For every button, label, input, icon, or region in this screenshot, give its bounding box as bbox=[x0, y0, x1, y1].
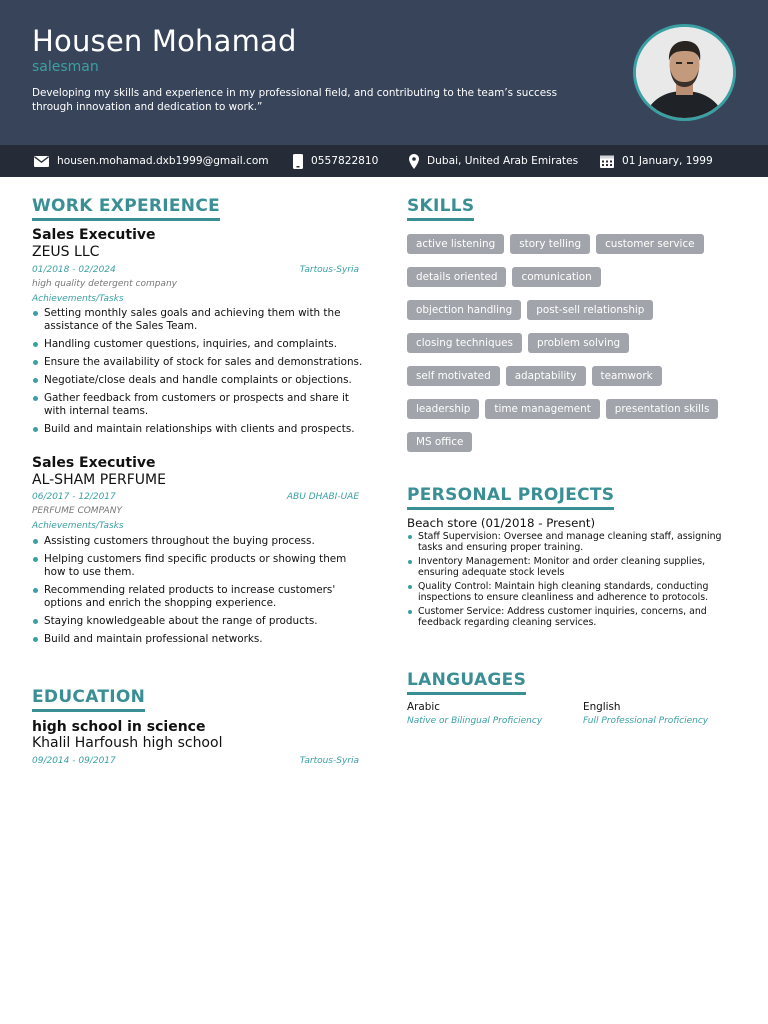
contact-location bbox=[409, 145, 578, 177]
job-1-company: ZEUS LLC bbox=[32, 244, 100, 260]
job-2-location: ABU DHABI-UAE bbox=[286, 492, 359, 502]
list-item: Quality Control: Maintain high cleaning standards, conducting inspections to ensure cleanliness and adherence to protocols. bbox=[407, 582, 737, 603]
languages-heading: LANGUAGES bbox=[407, 670, 526, 695]
phone-icon bbox=[293, 154, 303, 169]
profile-summary: Developing my skills and experience in my professional field, and contributing to the team’s success through innovation and dedication to work.” bbox=[32, 87, 557, 113]
list-item: Handling customer questions, inquiries, and complaints. bbox=[32, 338, 367, 351]
calendar-icon bbox=[600, 154, 614, 168]
job-1-location: Tartous-Syria bbox=[299, 265, 359, 275]
candidate-role: salesman bbox=[32, 59, 99, 75]
personal-projects-heading: PERSONAL PROJECTS bbox=[407, 485, 614, 510]
skill-tag: objection handling bbox=[407, 300, 521, 320]
list-item: Staying knowledgeable about the range of products. bbox=[32, 615, 367, 628]
skill-tag: post-sell relationship bbox=[527, 300, 653, 320]
education-dates: 09/2014 - 09/2017 bbox=[32, 756, 116, 766]
contact-email[interactable] bbox=[34, 145, 269, 177]
contact-phone[interactable] bbox=[293, 145, 378, 177]
list-item: Inventory Management: Monitor and order cleaning supplies, ensuring adequate stock levels bbox=[407, 557, 737, 578]
list-item: Setting monthly sales goals and achieving them with the assistance of the Sales Team. bbox=[32, 307, 367, 333]
skill-tag: details oriented bbox=[407, 267, 506, 287]
job-2-bullets bbox=[32, 535, 367, 651]
skills-list bbox=[407, 232, 737, 463]
language-2-level: Full Professional Proficiency bbox=[583, 716, 709, 726]
project-bullets bbox=[407, 532, 737, 632]
phone-text: 0557822810 bbox=[311, 155, 379, 167]
list-item: Assisting customers throughout the buying process. bbox=[32, 535, 367, 548]
skill-tag: MS office bbox=[407, 432, 472, 452]
project-title: Beach store (01/2018 - Present) bbox=[407, 516, 596, 530]
job-1-description: high quality detergent company bbox=[32, 279, 177, 289]
education-degree: high school in science bbox=[32, 719, 206, 735]
skill-tag: problem solving bbox=[528, 333, 629, 353]
person-avatar-icon bbox=[636, 27, 733, 118]
work-experience-heading: WORK EXPERIENCE bbox=[32, 196, 220, 221]
contact-bar bbox=[0, 145, 768, 177]
skill-tag: presentation skills bbox=[606, 399, 719, 419]
list-item: Build and maintain relationships with clients and prospects. bbox=[32, 423, 367, 436]
education-heading: EDUCATION bbox=[32, 687, 145, 712]
skill-tag: self motivated bbox=[407, 366, 500, 386]
job-2-title: Sales Executive bbox=[32, 455, 156, 471]
list-item: Negotiate/close deals and handle complaints or objections. bbox=[32, 374, 367, 387]
location-pin-icon bbox=[409, 154, 419, 169]
language-1-level: Native or Bilingual Proficiency bbox=[407, 716, 543, 726]
location-text: Dubai, United Arab Emirates bbox=[427, 155, 579, 167]
skill-tag: teamwork bbox=[592, 366, 662, 386]
skill-tag: adaptability bbox=[506, 366, 586, 386]
skill-tag: closing techniques bbox=[407, 333, 522, 353]
list-item: Customer Service: Address customer inquiries, concerns, and feedback regarding cleaning services. bbox=[407, 607, 737, 628]
education-location: Tartous-Syria bbox=[299, 756, 359, 766]
email-text: housen.mohamad.dxb1999@gmail.com bbox=[57, 155, 269, 167]
list-item: Ensure the availability of stock for sales and demonstrations. bbox=[32, 356, 367, 369]
language-1-name: Arabic bbox=[407, 701, 440, 713]
list-item: Gather feedback from customers or prospects and share it with internal teams. bbox=[32, 392, 367, 418]
resume-header bbox=[0, 0, 768, 145]
job-2-dates: 06/2017 - 12/2017 bbox=[32, 492, 116, 502]
job-2-company: AL-SHAM PERFUME bbox=[32, 472, 166, 488]
skills-heading: SKILLS bbox=[407, 196, 474, 221]
job-1-title: Sales Executive bbox=[32, 227, 156, 243]
language-2-name: English bbox=[583, 701, 621, 713]
envelope-icon bbox=[34, 156, 49, 167]
list-item: Helping customers find specific products or showing them how to use them. bbox=[32, 553, 367, 579]
job-2-achievements-label: Achievements/Tasks bbox=[32, 521, 124, 531]
job-1-dates: 01/2018 - 02/2024 bbox=[32, 265, 116, 275]
candidate-name: Housen Mohamad bbox=[32, 24, 297, 58]
skill-tag: customer service bbox=[596, 234, 703, 254]
job-1-bullets bbox=[32, 307, 367, 441]
profile-photo bbox=[633, 24, 736, 121]
list-item: Build and maintain professional networks. bbox=[32, 633, 367, 646]
education-school: Khalil Harfoush high school bbox=[32, 735, 223, 751]
skill-tag: story telling bbox=[510, 234, 590, 254]
list-item: Recommending related products to increase customers' options and enrich the shopping experience. bbox=[32, 584, 367, 610]
job-1-achievements-label: Achievements/Tasks bbox=[32, 294, 124, 304]
skill-tag: comunication bbox=[512, 267, 600, 287]
date-text: 01 January, 1999 bbox=[622, 155, 713, 167]
contact-date bbox=[600, 145, 713, 177]
skill-tag: active listening bbox=[407, 234, 504, 254]
skill-tag: time management bbox=[485, 399, 599, 419]
list-item: Staff Supervision: Oversee and manage cleaning staff, assigning tasks and ensuring proper training. bbox=[407, 532, 737, 553]
skill-tag: leadership bbox=[407, 399, 479, 419]
job-2-description: PERFUME COMPANY bbox=[32, 506, 122, 516]
